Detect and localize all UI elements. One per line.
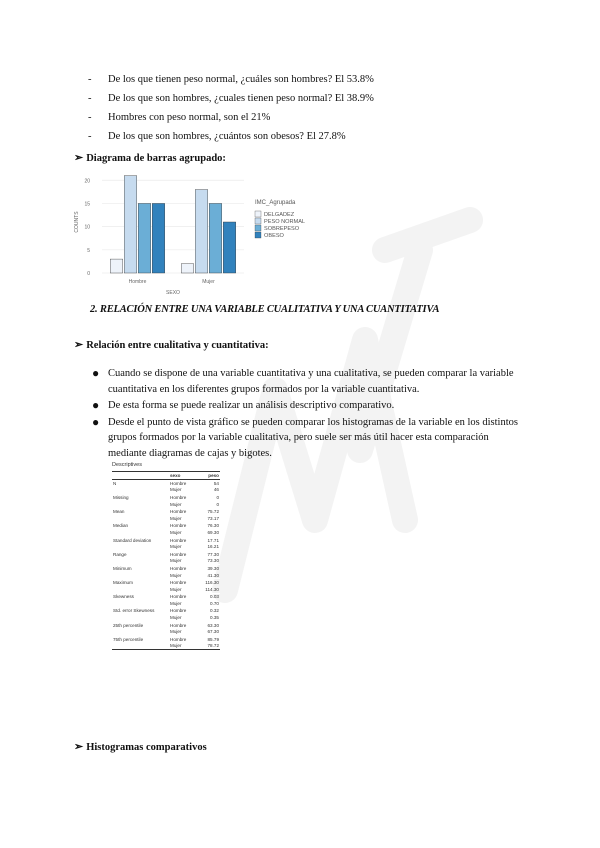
group-cell: Mujer [170, 600, 182, 606]
list-item [88, 127, 374, 146]
legend-label: OBESO [264, 233, 284, 239]
legend-swatch [255, 218, 261, 224]
group-cell: Hombre [169, 593, 196, 600]
legend-label: DELGADEZ [264, 212, 295, 218]
group-cell: Hombre [169, 636, 196, 643]
group-cell: Mujer [170, 544, 182, 550]
table-header [112, 472, 169, 480]
stat-cell: Skewness [112, 593, 169, 600]
bullet-text: Desde el punto de vista gráfico se pueden comparar los histogramas de la variable en los distintos grupos formados por la variable cualitativa, pero suele ser más útil hacer esta comparación mediante diagramas de cajas y bigotes. [108, 416, 518, 459]
stat-cell: N [113, 480, 117, 486]
group-cell: Hombre [169, 494, 196, 501]
y-tick-label: 5 [87, 247, 90, 254]
table-row [112, 565, 220, 572]
table-row [112, 572, 220, 579]
value-cell: 41.30 [207, 572, 219, 578]
table-row [112, 550, 220, 557]
bar [110, 259, 123, 273]
value-cell: 16.21 [207, 544, 219, 550]
table-row [112, 515, 220, 522]
table-row [112, 607, 220, 614]
stat-cell [112, 628, 169, 635]
table-row [112, 558, 220, 565]
value-cell: 17.71 [196, 536, 220, 543]
bullet-text: Cuando se dispone de una variable cuantitativa y una cualitativa, se pueden comparar la variable cuantitativa en los diferentes grupos formados por la variable cuantitativa. [108, 368, 514, 395]
bullet-item [92, 398, 522, 414]
value-cell: 77.30 [196, 550, 220, 557]
value-cell: 76.30 [196, 522, 220, 529]
legend-swatch [255, 211, 261, 217]
table-header: sexo [169, 472, 196, 480]
group-cell: Mujer [170, 515, 182, 521]
value-cell: 116.30 [196, 579, 220, 586]
table-row [112, 501, 220, 508]
group-cell: Hombre [169, 621, 196, 628]
bar [181, 264, 194, 273]
stat-cell [112, 586, 169, 593]
arrow-icon: ➢ [74, 339, 84, 351]
section-title: 2. RELACIÓN ENTRE UNA VARIABLE CUALITATIVA Y UNA CUANTITATIVA [90, 304, 440, 315]
stat-cell: Std. error Skewness [112, 607, 169, 614]
stat-cell [112, 543, 169, 550]
bullet-text: De esta forma se puede realizar un análisis descriptivo comparativo. [108, 400, 395, 411]
value-cell: 0.70 [210, 600, 219, 606]
x-tick-label: Hombre [128, 279, 147, 285]
y-tick-label: 10 [84, 224, 90, 231]
value-cell: 63.30 [196, 621, 220, 628]
table-row [112, 636, 220, 643]
group-cell: Mujer [169, 643, 196, 650]
bar [195, 190, 208, 273]
stat-cell [112, 572, 169, 579]
list-item-text: Hombres con peso normal, son el 21% [108, 112, 271, 123]
group-cell: Mujer [170, 529, 182, 535]
list-item [88, 108, 374, 127]
bullet-icon: ● [92, 414, 100, 429]
value-cell: 0.03 [196, 593, 220, 600]
bar [138, 203, 151, 273]
stat-cell: 75th percentile [112, 636, 169, 643]
x-tick-label: Mujer [202, 279, 215, 285]
legend-label: SOBREPESO [264, 226, 300, 232]
heading-relation [74, 338, 269, 351]
group-cell: Mujer [170, 615, 182, 621]
value-cell: 67.30 [207, 629, 219, 635]
value-cell: 73.30 [207, 558, 219, 564]
bullet-icon: ● [92, 398, 100, 412]
group-cell: Hombre [170, 480, 187, 486]
table-row [112, 480, 220, 487]
heading-relation-text: Relación entre cualitativa y cuantitativa: [86, 340, 269, 351]
stat-cell [112, 515, 169, 522]
group-cell: Mujer [170, 572, 182, 578]
legend-swatch [255, 232, 261, 238]
value-cell: 75.72 [196, 508, 220, 515]
y-tick-label: 20 [84, 178, 90, 185]
heading-bar-chart-text: Diagrama de barras agrupado: [86, 153, 226, 164]
table-row [112, 579, 220, 586]
table-row [112, 494, 220, 501]
table-row [112, 522, 220, 529]
table-row [112, 508, 220, 515]
y-tick-label: 15 [84, 201, 90, 208]
bullet-item [92, 366, 522, 397]
stat-cell [112, 558, 169, 565]
value-cell: 0 [216, 501, 219, 507]
heading-histograms [74, 740, 207, 753]
group-cell: Hombre [169, 550, 196, 557]
group-cell: Hombre [169, 607, 196, 614]
table-caption: Descriptives [112, 462, 142, 468]
stat-cell [112, 487, 169, 494]
group-cell: Hombre [169, 579, 196, 586]
value-cell: 85.79 [196, 636, 220, 643]
group-cell: Mujer [170, 487, 182, 493]
value-cell: 0.35 [210, 615, 219, 621]
table-row [112, 600, 220, 607]
group-cell: Hombre [169, 522, 196, 529]
heading-bar-chart [74, 151, 226, 164]
list-item-text: De los que son hombres, ¿cuales tienen peso normal? El 38.9% [108, 93, 374, 104]
legend-label: PESO NORMAL [264, 219, 306, 225]
table-row [112, 529, 220, 536]
group-cell: Hombre [169, 536, 196, 543]
stat-cell: Range [112, 550, 169, 557]
stat-cell [112, 643, 169, 650]
value-cell: 0.32 [196, 607, 220, 614]
list-item [88, 89, 374, 108]
bullet-item [92, 415, 522, 462]
stat-cell [112, 614, 169, 621]
table-row [112, 643, 220, 650]
value-cell: 73.17 [207, 515, 219, 521]
stat-cell: Maximum [112, 579, 169, 586]
bar [223, 222, 236, 273]
list-item-text: De los que tienen peso normal, ¿cuáles son hombres? El 53.8% [108, 74, 374, 85]
stat-cell [112, 600, 169, 607]
bullet-icon: ● [92, 366, 100, 380]
table-row [112, 628, 220, 635]
value-cell: 78.72 [196, 643, 220, 650]
stat-cell: Standard deviation [112, 536, 169, 543]
value-cell: 0 [196, 494, 220, 501]
group-cell: Hombre [169, 508, 196, 515]
legend-title: IMC_Agrupada [255, 200, 296, 206]
stat-cell: Median [112, 522, 169, 529]
table-row [112, 614, 220, 621]
bullet-list [92, 366, 522, 462]
bar [209, 203, 222, 273]
value-cell: 69.30 [207, 529, 219, 535]
group-cell: Mujer [170, 629, 182, 635]
legend-swatch [255, 225, 261, 231]
bar [124, 176, 137, 273]
table-row [112, 593, 220, 600]
stat-cell: Missing [112, 494, 169, 501]
descriptives-table [112, 462, 222, 650]
value-cell: 39.30 [196, 565, 220, 572]
table-row [112, 536, 220, 543]
group-cell: Mujer [170, 558, 182, 564]
grouped-bar-chart [72, 165, 332, 305]
stat-cell [112, 501, 169, 508]
table-row [112, 621, 220, 628]
stat-cell: 25th percentile [112, 621, 169, 628]
table-row [112, 543, 220, 550]
value-cell: 54 [213, 480, 219, 486]
dash-marker: - [88, 74, 92, 85]
stat-cell: Mean [112, 508, 169, 515]
bar [152, 203, 165, 273]
arrow-icon: ➢ [74, 741, 84, 753]
group-cell: Mujer [170, 586, 182, 592]
value-cell: 46 [213, 487, 219, 493]
table-row [112, 586, 220, 593]
stat-cell [112, 529, 169, 536]
heading-histograms-text: Histogramas comparativos [86, 742, 207, 753]
y-axis-label: COUNTS [74, 211, 80, 233]
stat-cell: Minimum [112, 565, 169, 572]
table-row [112, 487, 220, 494]
list-item [88, 70, 374, 89]
x-axis-label: SEXO [166, 290, 180, 296]
dash-marker: - [88, 112, 92, 123]
dash-marker: - [88, 131, 92, 142]
dash-marker: - [88, 93, 92, 104]
y-tick-label: 0 [87, 271, 90, 277]
value-cell: 114.30 [205, 586, 219, 592]
group-cell: Hombre [169, 565, 196, 572]
group-cell: Mujer [170, 501, 182, 507]
arrow-icon: ➢ [74, 152, 84, 164]
table-header: peso [196, 472, 220, 480]
list-item-text: De los que son hombres, ¿cuántos son obesos? El 27.8% [108, 131, 346, 142]
dash-list [88, 70, 374, 146]
